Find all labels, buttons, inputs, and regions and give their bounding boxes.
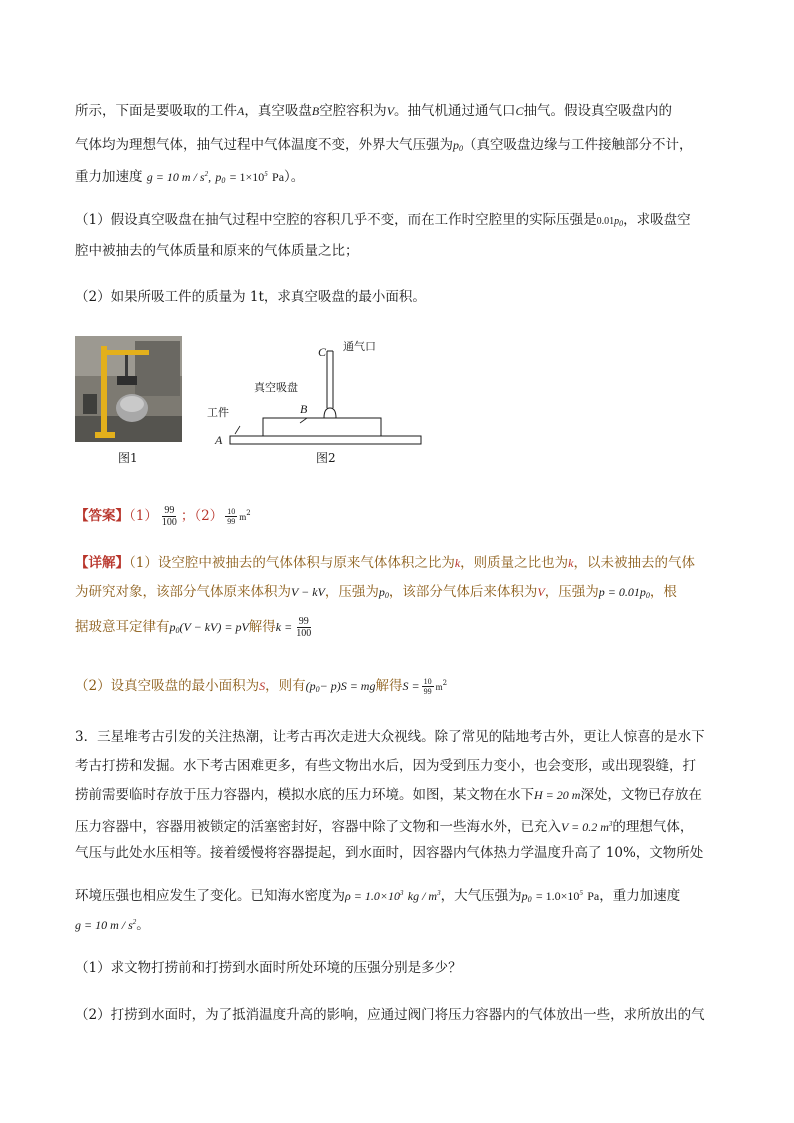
superscript: 2: [204, 170, 209, 178]
q1-line-2: [75, 241, 359, 263]
intro-line-2: [75, 135, 693, 157]
text: 考古打捞和发掘。水下考古困难更多，有些文物出水后，因为受到压力变小，也会变形，或出现裂缝，打: [75, 758, 696, 774]
text: ，真空吸盘: [244, 103, 312, 119]
diagram-cup-neck: [324, 408, 336, 418]
numerator: 99: [298, 616, 309, 627]
text: （2）如果所吸工件的质量为 1t，求真空吸盘的最小面积。: [75, 289, 426, 305]
answer-line: [75, 498, 251, 528]
text: ，大气压强为: [440, 888, 522, 904]
numerator: 99: [164, 505, 175, 516]
var-p0: p: [453, 138, 459, 152]
figure-2-diagram: [205, 336, 445, 466]
detail-line-4: [75, 668, 447, 698]
text: ，重力加速度: [599, 888, 681, 904]
photo-crane-arm: [101, 350, 149, 355]
text: ，压强为: [544, 584, 599, 600]
text: 重力加速度: [75, 169, 143, 185]
superscript: 5: [264, 170, 268, 178]
unit: kg / m: [407, 889, 438, 903]
formula-S: S =: [402, 679, 420, 693]
answer-label: 【答案】: [75, 508, 129, 524]
subscript: 0: [315, 685, 320, 694]
p3-line-6: [75, 883, 680, 905]
unit: Pa: [587, 889, 600, 903]
detail-line-3: [75, 612, 315, 642]
superscript: 2: [132, 918, 137, 926]
subscript: 0: [645, 591, 650, 600]
diagram-label-workpiece: 工件: [207, 406, 229, 419]
detail-line-2: [75, 582, 677, 604]
diagram-label-A: A: [215, 433, 223, 447]
formula-g: g = 10 m / s: [75, 918, 133, 932]
text: ，求吸盘空: [623, 212, 691, 228]
numerator: 10: [423, 677, 432, 686]
text: 解得: [248, 619, 276, 635]
text: （2）打捞到水面时，为了抵消温度升高的影响，应通过阀门将压力容器内的气体放出一些，求所放出的气: [75, 1007, 705, 1023]
answer-fraction-1: [160, 505, 179, 528]
superscript: 3: [399, 889, 404, 897]
unit: m: [435, 682, 443, 692]
photo-workpiece-top: [120, 396, 144, 412]
photo-bin: [83, 394, 97, 414]
diagram-pointer-A: [235, 426, 240, 434]
p3-line-4: [75, 814, 693, 836]
text: 据玻意耳定律有: [75, 619, 170, 635]
answer-part-2: （2）: [194, 508, 224, 524]
text: 3．三星堆考古引发的关注热潮，让考古再次走进大众视线。除了常见的陆地考古外，更让人惊喜的是水下: [75, 729, 705, 745]
text: 深处，文物已存放在: [580, 787, 702, 803]
subscript: 0: [384, 591, 389, 600]
subscript: 0: [619, 219, 624, 228]
formula-value: = 1×10: [229, 170, 265, 184]
text: 抽气。假设真空吸盘内的: [523, 103, 673, 119]
formula-boyle: p: [169, 620, 176, 634]
var-C: C: [515, 104, 524, 118]
p3-line-5: [75, 843, 703, 865]
superscript: 5: [579, 889, 583, 897]
superscript: 2: [442, 679, 448, 687]
q1-line-1: [75, 210, 691, 232]
text: ）。: [284, 169, 305, 185]
var-k: k: [454, 556, 461, 570]
text: （1）求文物打捞前和打捞到水面时所处环境的压强分别是多少？: [75, 960, 462, 976]
p3-question-1: [75, 958, 462, 980]
diagram-workpiece-plate: [230, 436, 421, 444]
text: 解得: [375, 678, 403, 694]
var-B: B: [311, 104, 320, 118]
text: 压力容器中，容器用被锁定的活塞密封好，容器中除了文物和一些海水外，已充入: [75, 819, 561, 835]
diagram-label-cup: 真空吸盘: [254, 381, 298, 394]
unit: m: [239, 512, 247, 522]
var-V: V: [386, 104, 395, 118]
text: ，则有: [265, 678, 306, 694]
numerator: 10: [227, 507, 236, 516]
text: 空腔容积为: [319, 103, 387, 119]
denominator: 99: [227, 517, 236, 526]
text: ，则质量之比也为: [460, 555, 569, 571]
figure-1-photo: [75, 336, 182, 442]
denominator: 99: [423, 687, 432, 696]
text: ，该部分气体后来体积为: [388, 584, 538, 600]
superscript: 3: [608, 820, 613, 828]
formula-value: = 1.0×10: [535, 889, 580, 903]
value: 0.01: [596, 216, 615, 227]
text: ，压强为: [324, 584, 379, 600]
subscript: 0: [175, 626, 180, 635]
text: 所示，下面是要吸取的工件: [75, 103, 237, 119]
detail-line-1: [75, 553, 695, 575]
p3-line-2: [75, 756, 696, 778]
formula-force-rest: − p)S = mg: [319, 679, 376, 693]
formula-H: H = 20 m: [534, 788, 581, 802]
detail-fraction-k: [294, 616, 313, 639]
subscript: 0: [221, 176, 226, 185]
var-p0: p: [378, 585, 385, 599]
text: 环境压强也相应发生了变化。已知海水密度为: [75, 888, 345, 904]
p3-line-3: [75, 785, 702, 807]
formula-g: g = 10 m / s: [146, 170, 205, 184]
text: （1）假设真空吸盘在抽气过程中空腔的容积几乎不变，而在工作时空腔里的实际压强是: [75, 212, 597, 228]
var-p: p: [614, 216, 620, 227]
subscript: 0: [459, 144, 463, 153]
text: ，根: [649, 584, 677, 600]
text: 腔中被抽去的气体质量和原来的气体质量之比；: [75, 243, 359, 259]
var-S: S: [259, 679, 266, 693]
text: 捞前需要临时存放于压力容器内，模拟水底的压力环境。如图，某文物在水下: [75, 787, 534, 803]
formula-V: V = 0.2 m: [561, 820, 609, 834]
formula-p: p = 0.01p: [598, 585, 646, 599]
intro-line-3: 重力加速度 g = 10 m / $s^2$, $p0 = 1\times 10^5$ Pa）。: [75, 169, 305, 185]
detail-fraction-S: [422, 677, 434, 696]
var-A: A: [237, 104, 245, 118]
var-k: k: [568, 556, 574, 570]
formula-volume: V − kV: [291, 585, 325, 599]
text: （真空吸盘边缘与工件接触部分不计，: [463, 137, 693, 153]
text: 。抽气机通过通气口: [394, 103, 516, 119]
p3-line-1: [75, 727, 705, 749]
diagram-suction-cup: [263, 418, 381, 436]
text: （1）设空腔中被抽去的气体体积与原来气体体积之比为: [129, 555, 455, 571]
answer-fraction-2: [225, 507, 237, 526]
p3-question-2: [75, 1005, 705, 1027]
formula-p0: p: [215, 170, 222, 184]
figure-1-caption: 图1: [118, 451, 138, 465]
formula-force: (p: [305, 679, 316, 693]
p3-line-7: [75, 912, 150, 934]
formula-k: k =: [275, 620, 293, 634]
formula-boyle-rest: (V − kV) = pV: [179, 620, 249, 634]
text: 的理想气体，: [612, 819, 694, 835]
text: ，以未被抽去的气体: [573, 555, 695, 571]
superscript: 2: [246, 509, 251, 517]
detail-label: 【详解】: [75, 555, 129, 571]
photo-crane-pillar: [101, 346, 107, 434]
photo-machine: [135, 341, 180, 396]
photo-crane-hoist: [117, 376, 137, 385]
text: 气体均为理想气体，抽气过程中气体温度不变，外界大气压强为: [75, 137, 453, 153]
photo-crane-base: [95, 432, 115, 438]
text: （2）设真空吸盘的最小面积为: [75, 678, 260, 694]
diagram-label-C: C: [318, 345, 327, 359]
answer-part-1: （1）: [129, 508, 158, 524]
var-V: V: [537, 585, 545, 599]
separator: ；: [180, 508, 195, 524]
text: 气压与此处水压相等。接着缓慢将容器提起，到水面时，因容器内气体热力学温度升高了 10%，文物所处: [75, 845, 704, 861]
diagram-label-B: B: [300, 402, 308, 416]
denominator: 100: [161, 517, 177, 528]
q2-line: [75, 287, 426, 309]
text: 。: [136, 917, 150, 933]
superscript: 3: [437, 889, 441, 897]
intro-line-1: [75, 101, 672, 123]
subscript: 0: [527, 895, 532, 904]
denominator: 100: [296, 628, 312, 639]
text: 为研究对象，该部分气体原来体积为: [75, 584, 291, 600]
var-p0: p: [521, 889, 528, 903]
formula-rho: ρ = 1.0×10: [345, 889, 400, 903]
figure-2-caption: 图2: [316, 451, 336, 465]
unit: Pa: [272, 170, 285, 184]
diagram-label-vent: 通气口: [343, 340, 376, 353]
